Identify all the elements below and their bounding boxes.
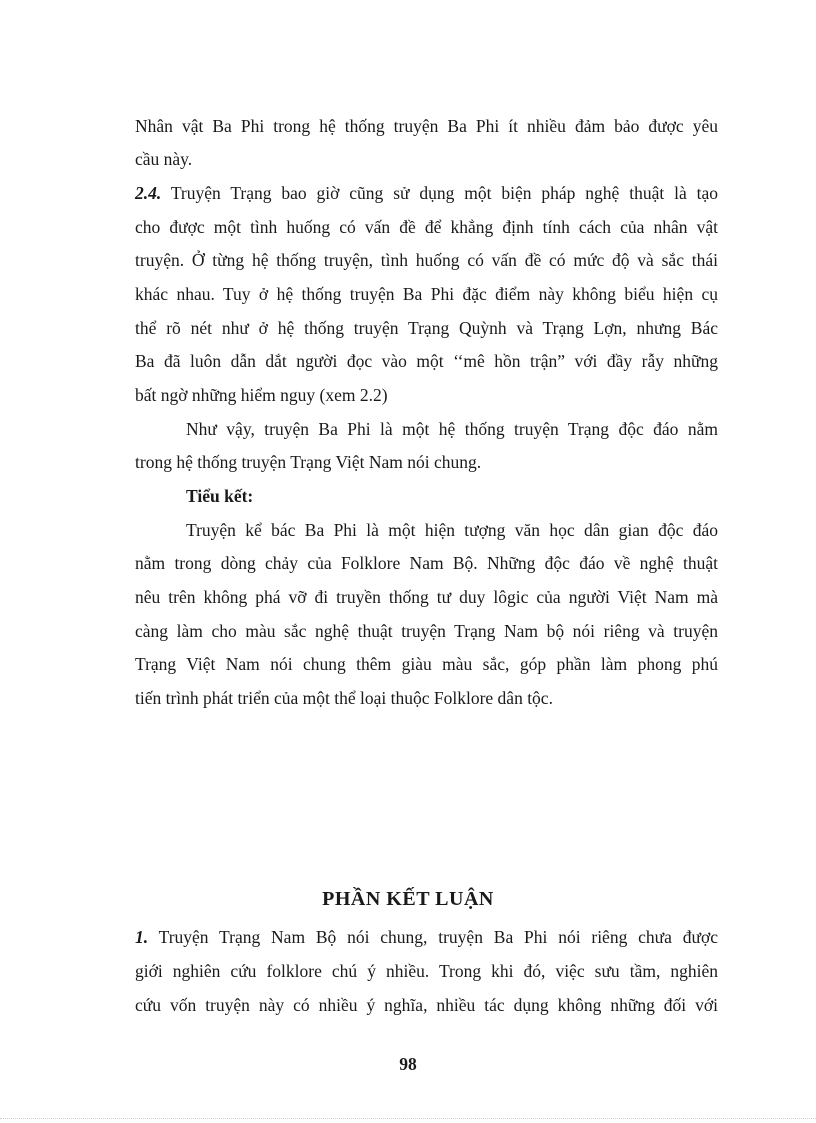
section-number: 1. [135,927,149,947]
body-text-line: càng làm cho màu sắc nghệ thuật truyện Trạng Nam bộ nói riêng và truyện [135,621,718,641]
paragraph-2-4-first-line [135,182,718,204]
body-text-line: nằm trong dòng chảy của Folklore Nam Bộ. Những độc đáo về nghệ thuật [135,553,718,573]
body-text: Truyện Trạng Nam Bộ nói chung, truyện Ba Phi nói riêng chưa được [148,927,718,947]
body-text-line: Như vậy, truyện Ba Phi là một hệ thống truyện Trạng độc đáo nằm [186,419,718,439]
section-number: 2.4. [135,183,162,203]
body-text-line: truyện. Ở từng hệ thống truyện, tình huống có vấn đề có mức độ và sắc thái [135,250,718,270]
body-text-line: trong hệ thống truyện Trạng Việt Nam nói chung. [135,452,482,472]
body-text: Truyện Trạng bao giờ cũng sử dụng một biện pháp nghệ thuật là tạo [161,183,718,203]
body-text-line: Nhân vật Ba Phi trong hệ thống truyện Ba Phi ít nhiều đảm bảo được yêu [135,116,718,136]
body-text-line: cầu này. [135,149,193,169]
part-heading: PHẦN KẾT LUẬN [322,888,494,910]
paragraph-1-first-line [135,926,718,948]
body-text-line: nêu trên không phá vỡ đi truyền thống tư duy lôgic của người Việt Nam mà [135,587,718,607]
body-text-line: khác nhau. Tuy ở hệ thống truyện Ba Phi đặc điểm này không biểu hiện cụ [135,284,718,304]
body-text-line: Ba đã luôn dẫn dắt người đọc vào một ‘‘mê hồn trận” với đầy rẫy những [135,351,718,371]
body-text-line: cho được một tình huống có vấn đề để khẳng định tính cách của nhân vật [135,217,718,237]
page-bottom-divider [0,1118,816,1119]
body-text-line: Truyện kể bác Ba Phi là một hiện tượng văn học dân gian độc đáo [186,520,718,540]
body-text-line: thể rõ nét như ở hệ thống truyện Trạng Quỳnh và Trạng Lợn, nhưng Bác [135,318,718,338]
body-text-line: giới nghiên cứu folklore chú ý nhiều. Trong khi đó, việc sưu tầm, nghiên [135,961,718,981]
body-text-line: Trạng Việt Nam nói chung thêm giàu màu sắc, góp phần làm phong phú [135,654,718,674]
body-text-line: bất ngờ những hiểm nguy (xem 2.2) [135,385,388,405]
body-text-line: cứu vốn truyện này có nhiều ý nghĩa, nhiều tác dụng không những đối với [135,995,718,1015]
body-text-line: tiến trình phát triển của một thể loại thuộc Folklore dân tộc. [135,688,553,708]
page-number: 98 [399,1054,417,1074]
subheading-tieu-ket: Tiểu kết: [186,486,254,506]
